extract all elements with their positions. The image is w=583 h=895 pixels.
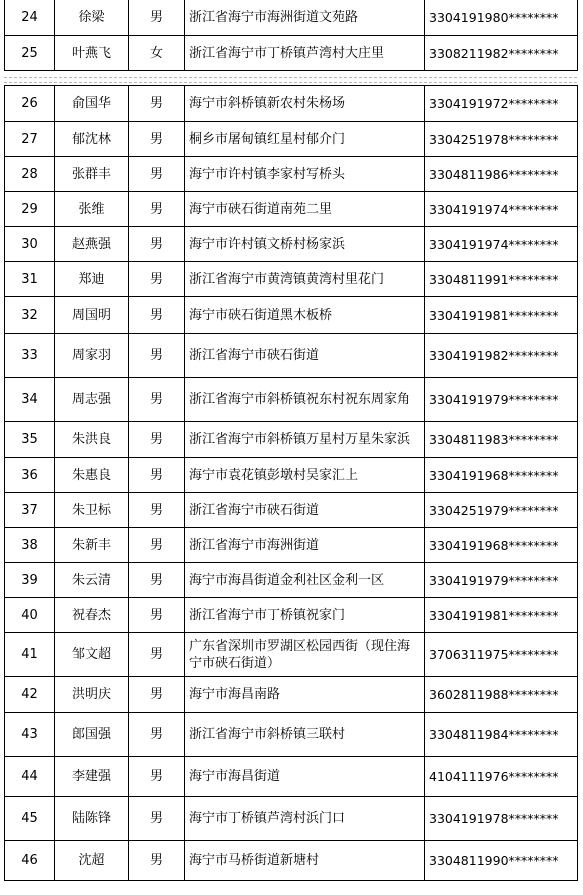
address: 广东省深圳市罗湖区松园西街（现住海宁市硖石街道） bbox=[185, 633, 425, 677]
table-row bbox=[5, 36, 578, 71]
id-number: 3304191979******** bbox=[425, 378, 578, 422]
person-name: 周志强 bbox=[55, 378, 129, 422]
row-number: 32 bbox=[5, 297, 55, 334]
row-number: 26 bbox=[5, 86, 55, 122]
row-number: 29 bbox=[5, 192, 55, 227]
person-name: 邹文超 bbox=[55, 633, 129, 677]
address: 浙江省海宁市丁桥镇祝家门 bbox=[185, 598, 425, 633]
person-name: 洪明庆 bbox=[55, 677, 129, 713]
table-row bbox=[5, 677, 578, 713]
gender: 男 bbox=[129, 677, 185, 713]
address: 浙江省海宁市斜桥镇万星村万星朱家浜 bbox=[185, 422, 425, 458]
address: 海宁市海昌街道 bbox=[185, 757, 425, 797]
row-number: 36 bbox=[5, 458, 55, 493]
person-name: 郁沈林 bbox=[55, 122, 129, 157]
table-row bbox=[5, 422, 578, 458]
id-number: 3304811986******** bbox=[425, 157, 578, 192]
id-number: 3304811990******** bbox=[425, 841, 578, 881]
id-number: 3304811984******** bbox=[425, 713, 578, 757]
table-row bbox=[5, 262, 578, 297]
table-row bbox=[5, 713, 578, 757]
id-number: 3304811983******** bbox=[425, 422, 578, 458]
id-number: 3304191968******** bbox=[425, 458, 578, 493]
address: 海宁市海昌南路 bbox=[185, 677, 425, 713]
row-number: 24 bbox=[5, 0, 55, 36]
id-number: 3304191972******** bbox=[425, 86, 578, 122]
gender: 男 bbox=[129, 227, 185, 262]
person-name: 俞国华 bbox=[55, 86, 129, 122]
table-row bbox=[5, 334, 578, 378]
gender: 男 bbox=[129, 713, 185, 757]
gender: 女 bbox=[129, 36, 185, 71]
gender: 男 bbox=[129, 528, 185, 563]
gender: 男 bbox=[129, 633, 185, 677]
address: 浙江省海宁市斜桥镇祝东村祝东周家角 bbox=[185, 378, 425, 422]
address: 海宁市斜桥镇新农村朱杨场 bbox=[185, 86, 425, 122]
person-name: 朱洪良 bbox=[55, 422, 129, 458]
id-number: 3304191981******** bbox=[425, 297, 578, 334]
id-number: 3304191980******** bbox=[425, 0, 578, 36]
gender: 男 bbox=[129, 192, 185, 227]
gender: 男 bbox=[129, 0, 185, 36]
gender: 男 bbox=[129, 86, 185, 122]
id-number: 3304811991******** bbox=[425, 262, 578, 297]
row-number: 27 bbox=[5, 122, 55, 157]
row-number: 25 bbox=[5, 36, 55, 71]
gender: 男 bbox=[129, 598, 185, 633]
gender: 男 bbox=[129, 563, 185, 598]
id-number: 3706311975******** bbox=[425, 633, 578, 677]
table-row bbox=[5, 841, 578, 881]
id-number: 3602811988******** bbox=[425, 677, 578, 713]
address: 海宁市许村镇李家村写桥头 bbox=[185, 157, 425, 192]
person-name: 朱云清 bbox=[55, 563, 129, 598]
person-name: 周国明 bbox=[55, 297, 129, 334]
row-number: 31 bbox=[5, 262, 55, 297]
row-number: 38 bbox=[5, 528, 55, 563]
address: 海宁市硖石街道南苑二里 bbox=[185, 192, 425, 227]
table-row bbox=[5, 458, 578, 493]
gender: 男 bbox=[129, 297, 185, 334]
id-number: 3304251978******** bbox=[425, 122, 578, 157]
address: 浙江省海宁市海洲街道 bbox=[185, 528, 425, 563]
gender: 男 bbox=[129, 122, 185, 157]
address: 浙江省海宁市硖石街道 bbox=[185, 334, 425, 378]
person-name: 朱惠良 bbox=[55, 458, 129, 493]
table-row bbox=[5, 493, 578, 528]
id-number: 3308211982******** bbox=[425, 36, 578, 71]
row-number: 34 bbox=[5, 378, 55, 422]
address: 浙江省海宁市海洲街道文苑路 bbox=[185, 0, 425, 36]
address: 海宁市许村镇文桥村杨家浜 bbox=[185, 227, 425, 262]
gender: 男 bbox=[129, 757, 185, 797]
id-number: 3304191978******** bbox=[425, 797, 578, 841]
gender: 男 bbox=[129, 493, 185, 528]
address: 浙江省海宁市斜桥镇三联村 bbox=[185, 713, 425, 757]
table-row bbox=[5, 633, 578, 677]
address: 浙江省海宁市硖石街道 bbox=[185, 493, 425, 528]
address: 海宁市丁桥镇芦湾村浜门口 bbox=[185, 797, 425, 841]
address: 海宁市海昌街道金利社区金利一区 bbox=[185, 563, 425, 598]
address: 桐乡市屠甸镇红星村郁介门 bbox=[185, 122, 425, 157]
table-bottom bbox=[4, 85, 578, 881]
row-number: 41 bbox=[5, 633, 55, 677]
row-number: 35 bbox=[5, 422, 55, 458]
person-name: 李建强 bbox=[55, 757, 129, 797]
row-number: 30 bbox=[5, 227, 55, 262]
person-name: 朱新丰 bbox=[55, 528, 129, 563]
person-name: 张群丰 bbox=[55, 157, 129, 192]
person-name: 郎国强 bbox=[55, 713, 129, 757]
table-top bbox=[4, 0, 578, 71]
person-name: 沈超 bbox=[55, 841, 129, 881]
row-number: 33 bbox=[5, 334, 55, 378]
row-number: 46 bbox=[5, 841, 55, 881]
person-name: 叶燕飞 bbox=[55, 36, 129, 71]
table-row bbox=[5, 598, 578, 633]
address: 浙江省海宁市丁桥镇芦湾村大庄里 bbox=[185, 36, 425, 71]
address: 海宁市硖石街道黑木板桥 bbox=[185, 297, 425, 334]
table-row bbox=[5, 122, 578, 157]
id-number: 3304191974******** bbox=[425, 227, 578, 262]
person-name: 陆陈锋 bbox=[55, 797, 129, 841]
table-row bbox=[5, 797, 578, 841]
gender: 男 bbox=[129, 458, 185, 493]
row-number: 42 bbox=[5, 677, 55, 713]
address: 海宁市袁花镇彭墩村吴家汇上 bbox=[185, 458, 425, 493]
table-row bbox=[5, 297, 578, 334]
row-number: 28 bbox=[5, 157, 55, 192]
page-break-separator bbox=[4, 77, 577, 83]
gender: 男 bbox=[129, 378, 185, 422]
id-number: 3304191974******** bbox=[425, 192, 578, 227]
table-row bbox=[5, 157, 578, 192]
table-row bbox=[5, 0, 578, 36]
address: 浙江省海宁市黄湾镇黄湾村里花门 bbox=[185, 262, 425, 297]
table-row bbox=[5, 757, 578, 797]
table-row bbox=[5, 227, 578, 262]
row-number: 43 bbox=[5, 713, 55, 757]
person-name: 朱卫标 bbox=[55, 493, 129, 528]
id-number: 3304191979******** bbox=[425, 563, 578, 598]
table-row bbox=[5, 528, 578, 563]
person-name: 张维 bbox=[55, 192, 129, 227]
id-number: 3304191982******** bbox=[425, 334, 578, 378]
id-number: 3304251979******** bbox=[425, 493, 578, 528]
gender: 男 bbox=[129, 157, 185, 192]
table-row bbox=[5, 563, 578, 598]
table-row bbox=[5, 86, 578, 122]
gender: 男 bbox=[129, 797, 185, 841]
person-name: 郑迪 bbox=[55, 262, 129, 297]
id-number: 4104111976******** bbox=[425, 757, 578, 797]
row-number: 37 bbox=[5, 493, 55, 528]
table-row bbox=[5, 378, 578, 422]
person-name: 徐梁 bbox=[55, 0, 129, 36]
person-name: 周家羽 bbox=[55, 334, 129, 378]
table-row bbox=[5, 192, 578, 227]
id-number: 3304191968******** bbox=[425, 528, 578, 563]
row-number: 44 bbox=[5, 757, 55, 797]
address: 海宁市马桥街道新塘村 bbox=[185, 841, 425, 881]
gender: 男 bbox=[129, 422, 185, 458]
row-number: 39 bbox=[5, 563, 55, 598]
gender: 男 bbox=[129, 334, 185, 378]
person-name: 赵燕强 bbox=[55, 227, 129, 262]
row-number: 45 bbox=[5, 797, 55, 841]
person-name: 祝春杰 bbox=[55, 598, 129, 633]
row-number: 40 bbox=[5, 598, 55, 633]
gender: 男 bbox=[129, 841, 185, 881]
gender: 男 bbox=[129, 262, 185, 297]
id-number: 3304191981******** bbox=[425, 598, 578, 633]
